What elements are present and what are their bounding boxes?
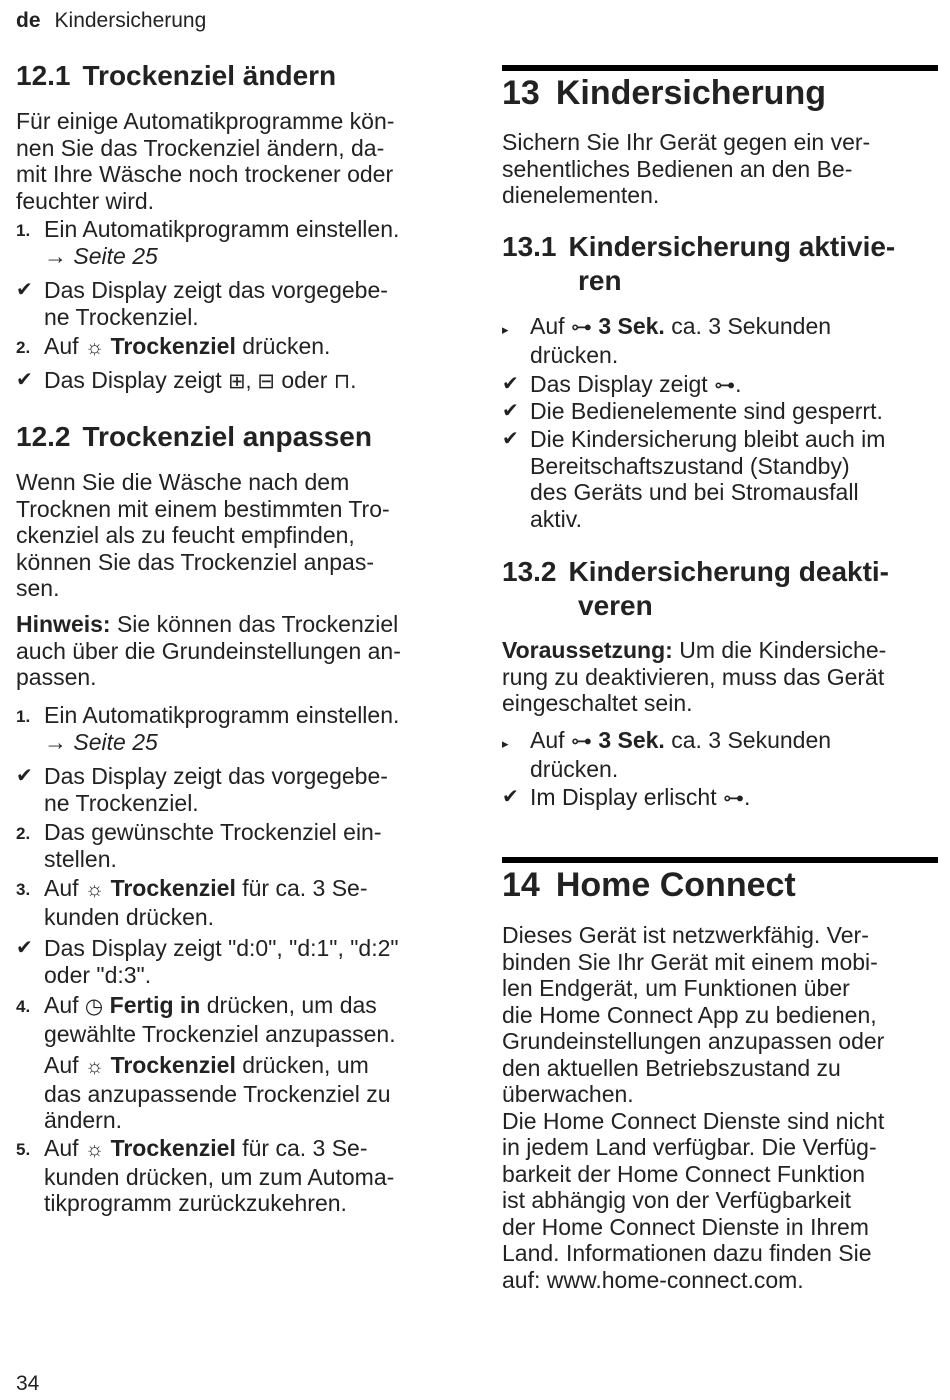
heading-title: Kindersicherung deakti- veren [568, 556, 890, 621]
result-activate-1 [502, 371, 942, 400]
heading-12-2 [16, 420, 456, 454]
step-1b [16, 702, 456, 755]
heading-13 [502, 73, 942, 113]
result-text: Das Display zeigt [44, 367, 229, 393]
key-icon: ⊶ [570, 730, 592, 753]
heading-13-1 [502, 230, 942, 298]
step-text: drücken. [235, 333, 331, 359]
result-3b [16, 935, 456, 988]
step-1 [16, 216, 456, 269]
result-text: . [743, 784, 751, 810]
check-icon: ✔ [16, 937, 33, 959]
step-number: 2. [16, 338, 31, 357]
step-text: drücken, um das gewählte Trockenziel anzupassen. [44, 992, 396, 1047]
result-1b [16, 763, 456, 816]
heading-number: 13.2 [502, 556, 557, 587]
heading-12-1 [16, 59, 456, 93]
step-number: 1. [16, 707, 31, 726]
note-label: Hinweis: [16, 611, 111, 637]
triangle-bullet-icon: ▸ [502, 736, 509, 751]
step-number: 2. [16, 824, 31, 843]
heading-number: 14 [502, 866, 540, 904]
heading-title: Kindersicherung aktivie- ren [568, 231, 896, 296]
page-number: 34 [16, 1372, 40, 1395]
result-deactivate [502, 784, 942, 813]
result-activate-2 [502, 398, 942, 425]
result-text: Die Kindersicherung bleibt auch im Bereitschaftszustand (Standby) des Geräts und bei Stromausfall aktiv. [530, 426, 886, 532]
page-reference-link[interactable]: → Seite 25 [44, 728, 158, 755]
result-text: Das Display zeigt das vorgegebe- ne Trockenziel. [44, 277, 388, 330]
result-text: Im Display erlischt [530, 784, 723, 810]
language-tag: de [16, 9, 41, 32]
step-text: ca. 3 Sekunden drücken. [530, 313, 832, 368]
button-name: 3 Sek. [598, 727, 665, 753]
intro-12-2: Wenn Sie die Wäsche nach dem Trocknen mit einem bestimmten Tro- ckenziel als zu feucht empfinden, können Sie das Trockenziel anpas- sen. [16, 469, 390, 601]
step-number: 4. [16, 997, 31, 1016]
heading-number: 13 [502, 74, 540, 112]
page-reference-link[interactable]: → Seite 25 [44, 242, 158, 269]
result-text: . [350, 367, 357, 393]
intro-13: Sichern Sie Ihr Gerät gegen ein ver- sehentliches Bedienen an den Be- dienelementen. [502, 129, 871, 208]
step-text: für ca. 3 Se- kunden drücken, um zum Automa- tikprogramm zurückzukehren. [44, 1135, 395, 1216]
heading-title: Trockenziel ändern [82, 60, 337, 91]
step-text: Auf [530, 727, 571, 753]
step-4b [16, 992, 456, 1047]
result-text: Die Bedienelemente sind gesperrt. [530, 398, 883, 424]
sun-icon: ☼ [84, 878, 105, 901]
step-5b [16, 1135, 456, 1217]
sun-icon: ☼ [84, 336, 105, 359]
prerequisite [502, 637, 942, 717]
step-number: 5. [16, 1140, 31, 1159]
heading-title: Trockenziel anpassen [82, 421, 372, 452]
section-divider [502, 65, 938, 71]
step-number: 3. [16, 880, 31, 899]
step-text: Auf [44, 992, 85, 1018]
button-name: 3 Sek. [598, 313, 665, 339]
step-text: Auf [530, 313, 571, 339]
button-name: Fertig in [109, 992, 201, 1018]
prerequisite-label: Voraussetzung: [502, 637, 673, 663]
instruction-deactivate [502, 727, 942, 782]
heading-title: Home Connect [555, 866, 796, 904]
heading-number: 12.1 [16, 60, 71, 91]
page-header [16, 9, 206, 33]
step-text: für ca. 3 Se- kunden drücken. [44, 875, 368, 930]
button-name: Trockenziel [110, 1052, 236, 1078]
step-number: 1. [16, 221, 31, 240]
heading-number: 13.1 [502, 231, 557, 262]
result-text: Das Display zeigt "d:0", "d:1", "d:2" oder "d:3". [44, 935, 399, 988]
key-icon: ⊶ [570, 316, 592, 339]
note-12-2 [16, 611, 456, 691]
result-activate-3 [502, 426, 942, 532]
step-text: Auf [44, 333, 85, 359]
heading-14 [502, 865, 942, 905]
step-text: Auf [44, 1052, 85, 1078]
step-text: Auf [44, 1135, 85, 1161]
result-text: Das Display zeigt das vorgegebe- ne Trockenziel. [44, 763, 388, 816]
sun-icon: ☼ [84, 1138, 105, 1161]
step-text: Ein Automatikprogramm einstellen. [44, 702, 400, 728]
step-text: Ein Automatikprogramm einstellen. [44, 216, 400, 242]
dry-level-icons: ⊞, ⊟ [228, 370, 275, 393]
result-text: oder [274, 367, 334, 393]
triangle-bullet-icon: ▸ [502, 322, 509, 337]
step-3b [16, 875, 456, 930]
step-2b [16, 819, 456, 872]
timer-icon: ◷ [84, 995, 104, 1018]
step-text: drücken, um das anzupassende Trockenziel zu ändern. [44, 1052, 391, 1133]
step-2 [16, 333, 456, 362]
check-icon: ✔ [16, 765, 33, 787]
button-name: Trockenziel [110, 875, 236, 901]
result-text: . [735, 371, 742, 397]
header-title: Kindersicherung [54, 9, 207, 32]
key-icon: ⊶ [722, 787, 744, 810]
check-icon: ✔ [502, 428, 519, 450]
heading-title: Kindersicherung [555, 74, 826, 112]
prerequisite-text: Um die Kindersiche- rung zu deaktivieren, muss das Gerät eingeschaltet sein. [502, 637, 887, 716]
check-icon: ✔ [502, 373, 519, 395]
sun-icon: ☼ [84, 1055, 105, 1078]
check-icon: ✔ [16, 279, 33, 301]
button-name: Trockenziel [110, 333, 236, 359]
result-text: Das Display zeigt [530, 371, 715, 397]
hanger-icon: ⊓ [333, 370, 351, 393]
heading-13-2 [502, 555, 942, 623]
step-text: Das gewünschte Trockenziel ein- stellen. [44, 819, 382, 872]
button-name: Trockenziel [110, 1135, 236, 1161]
home-connect-text: Dieses Gerät ist netzwerkfähig. Ver- binden Sie Ihr Gerät mit einem mobi- len Endgerät, um Funktionen über die Home Connect App zu bedienen, Grundeinstellungen anzupassen oder den aktuellen Betriebszustand zu überwachen. Die Home Connect Dienste sind nicht in jedem Land verfügbar. Die Verfüg- barkeit der Home Connect Funktion ist abhängig von der Verfügbarkeit der Home Connect Dienste in Ihrem Land. Informationen dazu finden Sie auf: www.home-connect.com. [502, 922, 885, 1293]
heading-number: 12.2 [16, 421, 71, 452]
result-2 [16, 367, 456, 396]
note-text: Sie können das Trockenziel auch über die Grundeinstellungen an- passen. [16, 611, 401, 690]
instruction-activate [502, 313, 942, 368]
intro-12-1: Für einige Automatikprogramme kön- nen Sie das Trockenziel ändern, da- mit Ihre Wäsche noch trockener oder feuchter wird. [16, 108, 395, 214]
step-text: Auf [44, 875, 85, 901]
check-icon: ✔ [16, 369, 33, 391]
check-icon: ✔ [502, 400, 519, 422]
step-4b-continued [16, 1052, 456, 1134]
step-text: ca. 3 Sekunden drücken. [530, 727, 832, 782]
result-1 [16, 277, 456, 330]
section-divider [502, 857, 938, 863]
key-icon: ⊶ [714, 374, 736, 397]
check-icon: ✔ [502, 786, 519, 808]
